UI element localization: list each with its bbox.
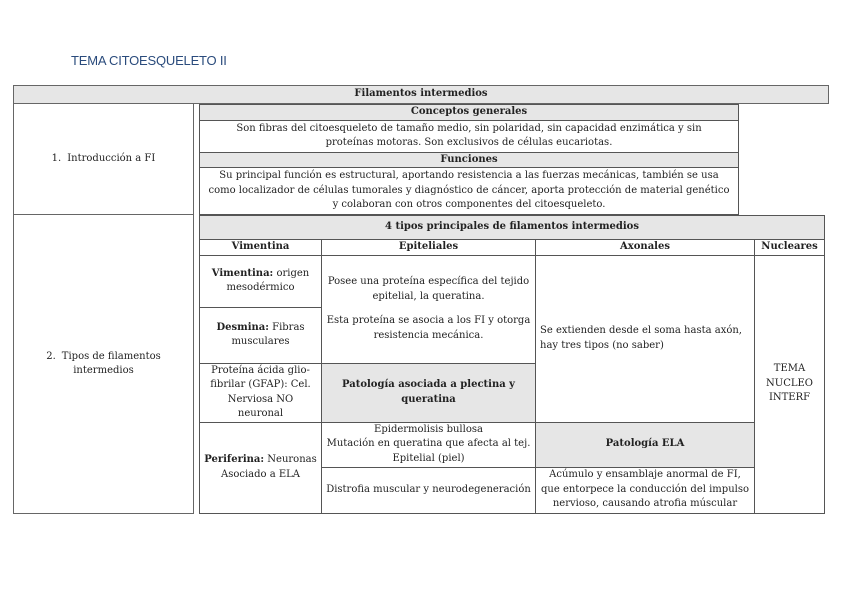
ela-header: Patología ELA xyxy=(536,422,755,467)
periferina-label: Periferina: xyxy=(204,454,265,465)
vimentina-desc: origen mesodérmico xyxy=(226,267,310,293)
epiteliales-desc-1: Posee una proteína específica del tejido epitelial, la queratina. xyxy=(327,276,530,302)
section-1-number: 1. xyxy=(51,152,62,164)
col-nucleares: Nucleares xyxy=(755,239,825,255)
types-header: 4 tipos principales de filamentos intermedios xyxy=(200,215,825,239)
nucleares-cell: TEMA NUCLEO INTERF xyxy=(755,255,825,513)
periferina-cell xyxy=(200,422,322,513)
axonales-desc: Se extienden desde el soma hasta axón, hay tres tipos (no saber) xyxy=(536,255,755,422)
desmina-cell xyxy=(200,307,322,363)
ela-desc: Acúmulo y ensamblaje anormal de FI, que entorpece la conducción del impulso nervioso, causando atrofia múscular xyxy=(536,467,755,513)
section-1-label xyxy=(14,104,194,215)
vimentina-label: Vimentina: xyxy=(211,267,274,279)
epiteliales-desc-cell xyxy=(322,255,536,363)
main-table-header: Filamentos intermedios xyxy=(14,86,829,104)
epidermolisis-cell xyxy=(322,422,536,467)
section-2-title: Tipos de filamentos intermedios xyxy=(61,350,161,376)
epiteliales-desc-2: Esta proteína se asocia a los FI y otorga resistencia mecánica. xyxy=(326,315,531,341)
concepts-text: Son fibras del citoesqueleto de tamaño medio, sin polaridad, sin capacidad enzimática y sin proteínas motoras. Son exclusivos de células eucariotas. xyxy=(200,120,739,152)
gfap-cell: Proteína ácida glio-fibrilar (GFAP): Cel. Nerviosa NO neuronal xyxy=(200,363,322,422)
periferina-desc: Neuronas Asociado a ELA xyxy=(220,454,317,480)
section-2-number: 2. xyxy=(46,350,56,362)
functions-text: Su principal función es estructural, aportando resistencia a las fuerzas mecánicas, también se usa como localizador de células tumorales y diagnóstico de cáncer, aporta protección de material genético y colaboran con otros componentes del citoesqueleto. xyxy=(200,168,739,215)
section-1-content xyxy=(194,104,829,215)
col-epiteliales: Epiteliales xyxy=(322,239,536,255)
vimentina-cell xyxy=(200,255,322,307)
epidermolisis-title: Epidermolisis bullosa xyxy=(374,423,483,435)
intro-table xyxy=(199,104,739,215)
epidermolisis-desc: Mutación en queratina que afecta al tej. Epitelial (piel) xyxy=(326,438,531,464)
types-table xyxy=(199,215,825,514)
section-2-content xyxy=(194,215,829,514)
document-title: TEMA CITOESQUELETO II xyxy=(71,53,227,68)
desmina-desc: Fibras musculares xyxy=(231,321,305,347)
section-2-label xyxy=(14,215,194,514)
distrofia-cell: Distrofia muscular y neurodegeneración xyxy=(322,467,536,513)
main-table xyxy=(13,85,829,514)
section-1-title: Introducción a FI xyxy=(67,152,156,164)
concepts-header: Conceptos generales xyxy=(200,105,739,121)
functions-header: Funciones xyxy=(200,152,739,168)
desmina-label: Desmina: xyxy=(216,321,269,333)
col-axonales: Axonales xyxy=(536,239,755,255)
epiteliales-pathology-header: Patología asociada a plectina y queratina xyxy=(322,363,536,422)
col-vimentina: Vimentina xyxy=(200,239,322,255)
